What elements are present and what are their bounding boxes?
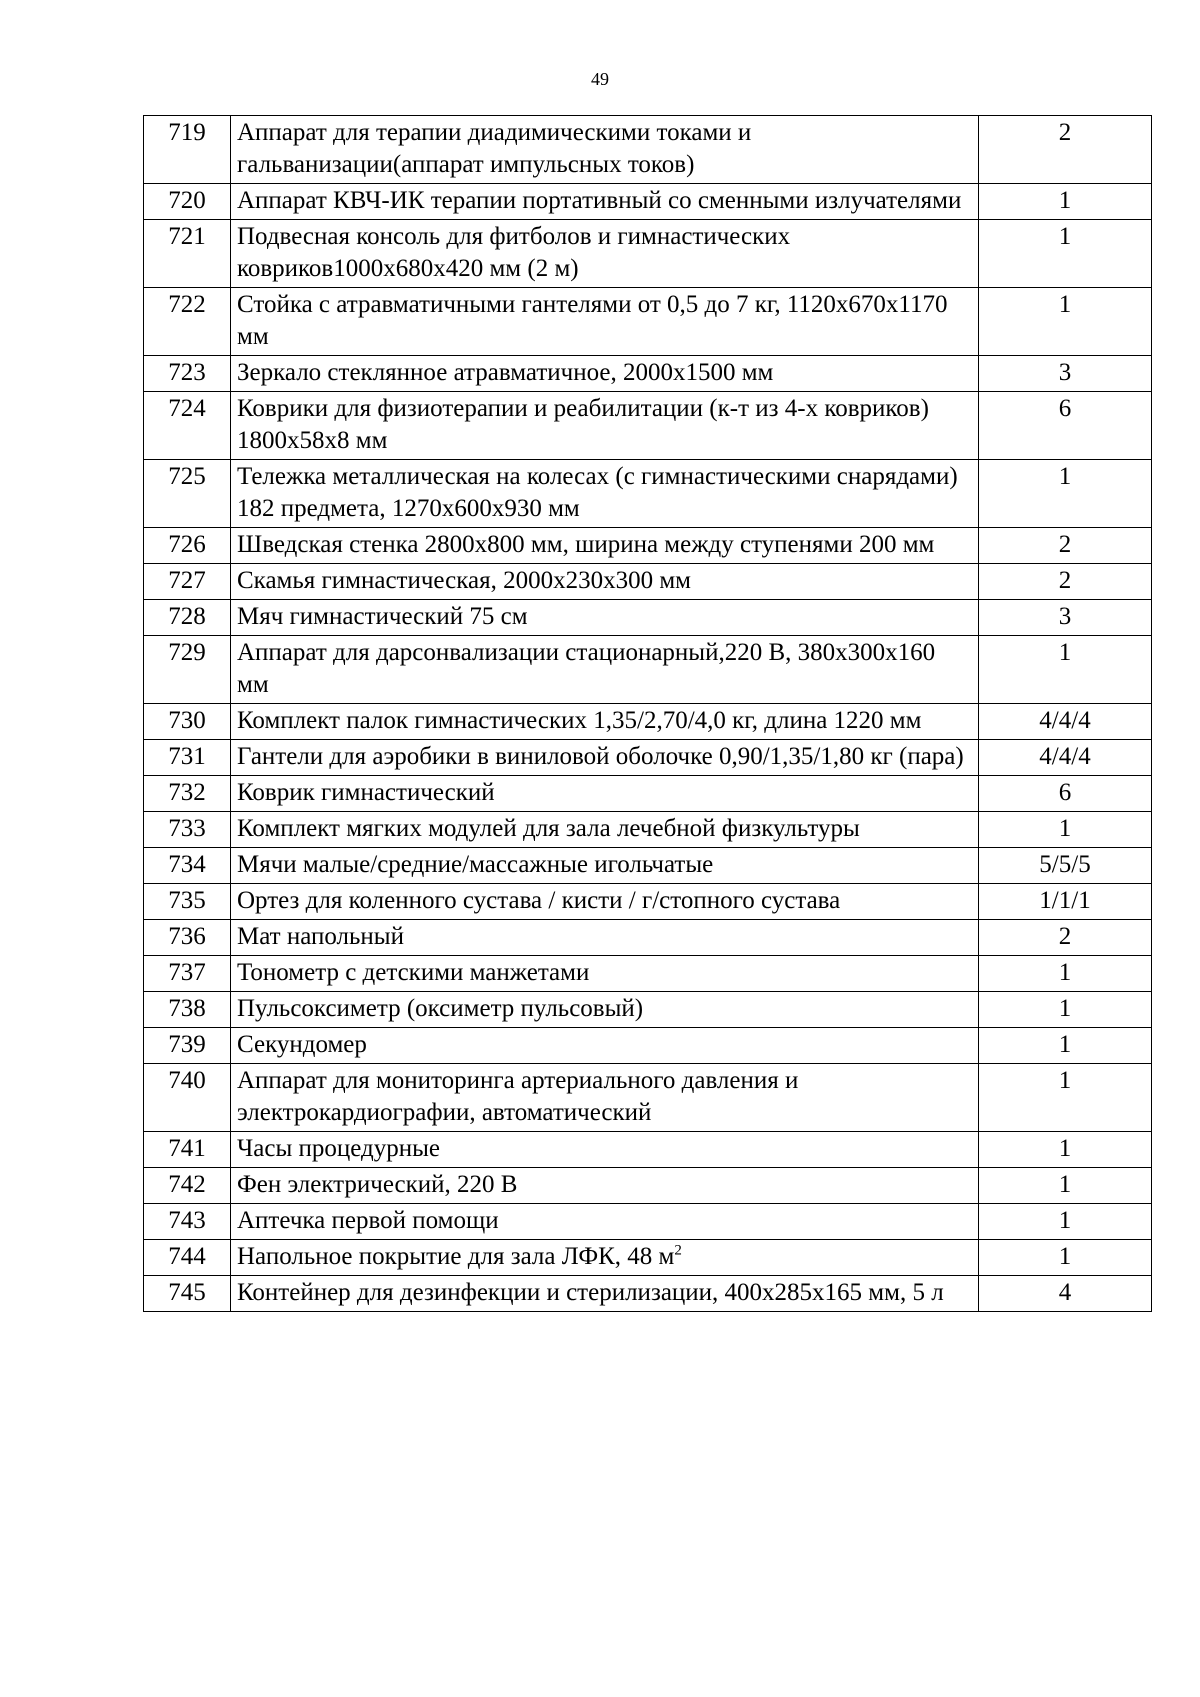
table-row: [144, 1132, 1152, 1168]
table-row: [144, 1204, 1152, 1240]
item-name-text: Мячи малые/средние/массажные игольчатые: [237, 851, 714, 878]
table-row: [144, 992, 1152, 1028]
row-number-cell: 736: [144, 920, 231, 956]
row-number-cell: 722: [144, 288, 231, 356]
table-row: [144, 528, 1152, 564]
item-name-text: Секундомер: [237, 1031, 367, 1058]
row-number-cell: 735: [144, 884, 231, 920]
item-name-cell: [231, 356, 979, 392]
item-name-cell: [231, 1240, 979, 1276]
item-name-cell: [231, 704, 979, 740]
row-number-cell: 734: [144, 848, 231, 884]
quantity-cell: 3: [979, 356, 1152, 392]
row-number-cell: 740: [144, 1064, 231, 1132]
table-row: [144, 220, 1152, 288]
quantity-cell: 1: [979, 220, 1152, 288]
item-name-text: Стойка с атравматичными гантелями от 0,5 до 7 кг, 1120х670х1170 мм: [237, 291, 948, 350]
quantity-cell: 1: [979, 992, 1152, 1028]
table-row: [144, 392, 1152, 460]
item-name-text: Аппарат для дарсонвализации стационарный,220 В, 380х300х160 мм: [237, 639, 936, 698]
item-name-text: Аппарат для терапии диадимическими токами и гальванизации(аппарат импульсных токов): [237, 119, 752, 178]
row-number-cell: 733: [144, 812, 231, 848]
item-name-text: Коврик гимнастический: [237, 779, 495, 806]
item-name-text: Аппарат для мониторинга артериального давления и электрокардиографии, автоматический: [237, 1067, 799, 1126]
table-row: [144, 356, 1152, 392]
item-name-cell: [231, 528, 979, 564]
row-number-cell: 742: [144, 1168, 231, 1204]
quantity-cell: 2: [979, 116, 1152, 184]
row-number-cell: 725: [144, 460, 231, 528]
table-row: [144, 920, 1152, 956]
row-number-cell: 730: [144, 704, 231, 740]
table-row: [144, 1276, 1152, 1312]
item-name-text: Скамья гимнастическая, 2000х230х300 мм: [237, 567, 691, 594]
row-number-cell: 741: [144, 1132, 231, 1168]
item-name-text: Тележка металлическая на колесах (с гимнастическими снарядами) 182 предмета, 1270х600х930 мм: [237, 463, 958, 522]
quantity-cell: 2: [979, 564, 1152, 600]
table-row: [144, 1168, 1152, 1204]
quantity-cell: 1: [979, 184, 1152, 220]
row-number-cell: 720: [144, 184, 231, 220]
table-row: [144, 776, 1152, 812]
item-name-cell: [231, 1028, 979, 1064]
item-name-cell: [231, 740, 979, 776]
quantity-cell: 4/4/4: [979, 740, 1152, 776]
row-number-cell: 737: [144, 956, 231, 992]
item-name-cell: [231, 920, 979, 956]
item-name-cell: [231, 848, 979, 884]
quantity-cell: 5/5/5: [979, 848, 1152, 884]
quantity-cell: 1: [979, 1168, 1152, 1204]
item-name-cell: [231, 184, 979, 220]
item-name-text: Комплект мягких модулей для зала лечебной физкультуры: [237, 815, 860, 842]
table-row: [144, 116, 1152, 184]
table-row: [144, 1028, 1152, 1064]
item-name-cell: [231, 776, 979, 812]
item-name-cell: [231, 392, 979, 460]
item-name-cell: [231, 460, 979, 528]
item-name-cell: [231, 992, 979, 1028]
row-number-cell: 724: [144, 392, 231, 460]
item-name-cell: [231, 1204, 979, 1240]
item-name-cell: [231, 636, 979, 704]
quantity-cell: 4/4/4: [979, 704, 1152, 740]
item-name-text: Мат напольный: [237, 923, 404, 950]
item-name-cell: [231, 116, 979, 184]
item-name-text: Тонометр с детскими манжетами: [237, 959, 590, 986]
row-number-cell: 728: [144, 600, 231, 636]
table-row: [144, 600, 1152, 636]
row-number-cell: 739: [144, 1028, 231, 1064]
quantity-cell: 6: [979, 776, 1152, 812]
quantity-cell: 1: [979, 1064, 1152, 1132]
table-row: [144, 460, 1152, 528]
table-row: [144, 1240, 1152, 1276]
table-row: [144, 636, 1152, 704]
item-name-text: Мяч гимнастический 75 см: [237, 603, 528, 630]
row-number-cell: 738: [144, 992, 231, 1028]
row-number-cell: 727: [144, 564, 231, 600]
item-name-cell: [231, 600, 979, 636]
row-number-cell: 721: [144, 220, 231, 288]
row-number-cell: 723: [144, 356, 231, 392]
quantity-cell: 1: [979, 460, 1152, 528]
item-name-text: Ортез для коленного сустава / кисти / г/стопного сустава: [237, 887, 841, 914]
item-name-text: Пульсоксиметр (оксиметр пульсовый): [237, 995, 644, 1022]
row-number-cell: 732: [144, 776, 231, 812]
equipment-table: [143, 115, 1152, 1312]
quantity-cell: 1: [979, 956, 1152, 992]
item-name-text: Аптечка первой помощи: [237, 1207, 499, 1234]
row-number-cell: 744: [144, 1240, 231, 1276]
row-number-cell: 726: [144, 528, 231, 564]
item-name-text: Контейнер для дезинфекции и стерилизации, 400х285х165 мм, 5 л: [237, 1279, 944, 1306]
row-number-cell: 743: [144, 1204, 231, 1240]
row-number-cell: 731: [144, 740, 231, 776]
item-name-cell: [231, 1132, 979, 1168]
table-row: [144, 704, 1152, 740]
item-name-cell: [231, 564, 979, 600]
row-number-cell: 745: [144, 1276, 231, 1312]
page-number: 49: [591, 69, 609, 89]
item-name-cell: [231, 812, 979, 848]
quantity-cell: 4: [979, 1276, 1152, 1312]
item-name-text: Коврики для физиотерапии и реабилитации (к-т из 4-х ковриков) 1800х58х8 мм: [237, 395, 929, 454]
table-row: [144, 740, 1152, 776]
quantity-cell: 1: [979, 812, 1152, 848]
item-name-text: Аппарат КВЧ-ИК терапии портативный со сменными излучателями: [237, 187, 962, 214]
item-name-cell: [231, 1064, 979, 1132]
table-row: [144, 564, 1152, 600]
table-row: [144, 288, 1152, 356]
quantity-cell: 1: [979, 1132, 1152, 1168]
item-name-text: Подвесная консоль для фитболов и гимнастических ковриков1000х680х420 мм (2 м): [237, 223, 791, 282]
item-name-text: Комплект палок гимнастических 1,35/2,70/4,0 кг, длина 1220 мм: [237, 707, 922, 734]
item-name-cell: [231, 884, 979, 920]
quantity-cell: 2: [979, 528, 1152, 564]
item-name-cell: [231, 956, 979, 992]
quantity-cell: 6: [979, 392, 1152, 460]
item-name-text: Часы процедурные: [237, 1135, 441, 1162]
unit-superscript: 2: [674, 1242, 682, 1259]
item-name-text: Гантели для аэробики в виниловой оболочке 0,90/1,35/1,80 кг (пара): [237, 743, 964, 770]
item-name-text: Зеркало стеклянное атравматичное, 2000х1500 мм: [237, 359, 774, 386]
quantity-cell: 2: [979, 920, 1152, 956]
item-name-cell: [231, 288, 979, 356]
item-name-text: Фен электрический, 220 В: [237, 1171, 518, 1198]
table-row: [144, 812, 1152, 848]
table-row: [144, 1064, 1152, 1132]
table-row: [144, 884, 1152, 920]
item-name-cell: [231, 1276, 979, 1312]
table-row: [144, 956, 1152, 992]
item-name-text: Напольное покрытие для зала ЛФК, 48 м: [237, 1243, 675, 1270]
row-number-cell: 719: [144, 116, 231, 184]
quantity-cell: 1: [979, 288, 1152, 356]
table-row: [144, 848, 1152, 884]
row-number-cell: 729: [144, 636, 231, 704]
equipment-table-body: [144, 116, 1152, 1312]
item-name-text: Шведская стенка 2800х800 мм, ширина между ступенями 200 мм: [237, 531, 935, 558]
item-name-cell: [231, 220, 979, 288]
quantity-cell: 3: [979, 600, 1152, 636]
quantity-cell: 1: [979, 1204, 1152, 1240]
quantity-cell: 1: [979, 636, 1152, 704]
quantity-cell: 1: [979, 1028, 1152, 1064]
quantity-cell: 1/1/1: [979, 884, 1152, 920]
table-row: [144, 184, 1152, 220]
item-name-cell: [231, 1168, 979, 1204]
quantity-cell: 1: [979, 1240, 1152, 1276]
